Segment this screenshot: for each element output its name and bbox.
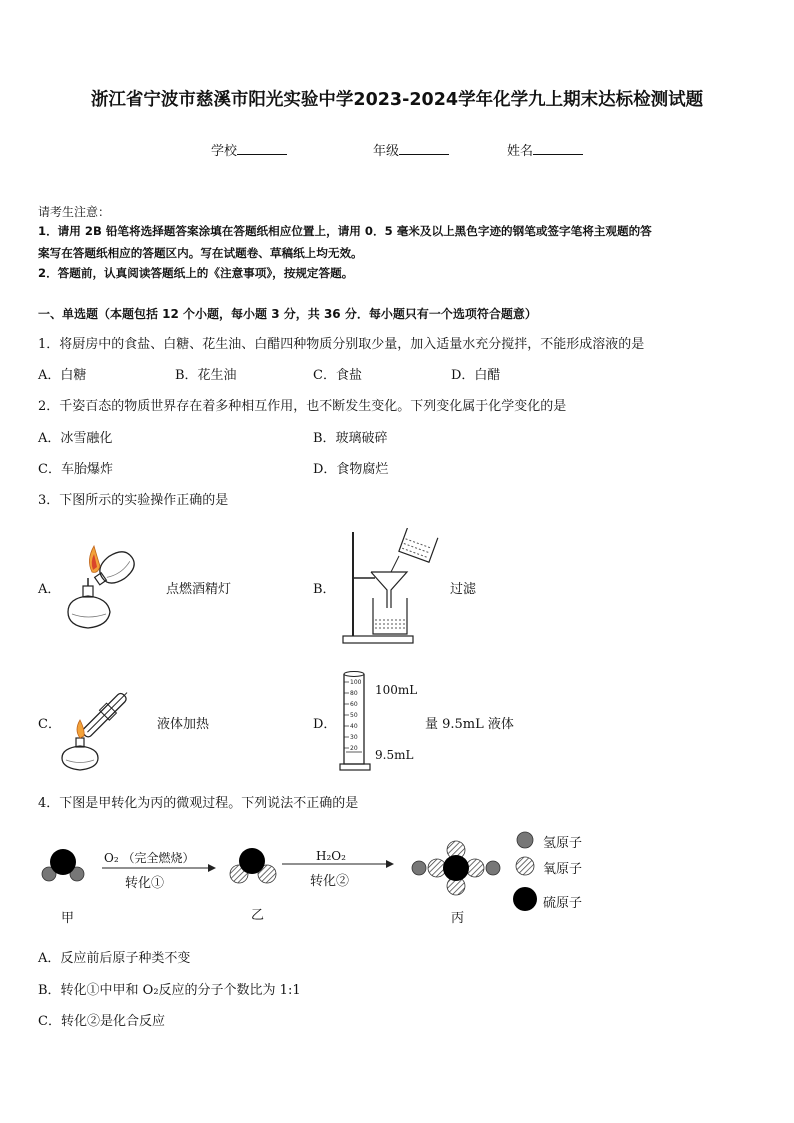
sulfur-atom (239, 848, 265, 874)
q3-option-d-letter: D． (313, 717, 337, 732)
hydrogen-atom (412, 861, 426, 875)
q2-option-b: B．玻璃破碎 (313, 431, 388, 446)
q2-option-c: C．车胎爆炸 (38, 462, 113, 477)
notice-heading: 请考生注意： (38, 205, 111, 219)
name-blank (533, 142, 583, 155)
q3-option-c-letter: C． (38, 717, 61, 732)
legend-oxygen-icon (516, 857, 534, 875)
cylinder-bottom-label: 9.5mL (375, 748, 414, 762)
q1-option-b: B．花生油 (175, 368, 237, 383)
cylinder-tick-label: 50 (350, 712, 358, 719)
q1-option-a: A．白糖 (38, 368, 87, 383)
arrow2-top-label: H₂O₂ (316, 849, 346, 863)
arrow1-top-label: O₂ （完全燃烧） (104, 851, 195, 865)
q4-option-c: C．转化②是化合反应 (38, 1014, 165, 1029)
q3-stem: 3．下图所示的实验操作正确的是 (38, 493, 229, 508)
graduated-cylinder-figure (338, 670, 378, 775)
arrow1-bottom-label: 转化① (125, 876, 165, 891)
molecule-bing (412, 841, 500, 895)
q4-stem: 4．下图是甲转化为丙的微观过程。下列说法不正确的是 (38, 796, 359, 811)
section-heading: 一、单选题（本题包括 12 个小题，每小题 3 分，共 36 分．每小题只有一个选项符合题意） (38, 307, 537, 321)
q3-option-b-letter: B． (313, 582, 336, 597)
alcohol-lamp-lighting-figure (58, 542, 148, 632)
molecule-yi (230, 848, 276, 883)
q3-option-b-text: 过滤 (450, 582, 477, 597)
q4-option-a: A．反应前后原子种类不变 (38, 951, 191, 966)
cylinder-tick-label: 20 (350, 745, 358, 752)
cylinder-tick-label: 100 (350, 679, 362, 686)
school-blank (237, 142, 287, 155)
q1-option-d: D．白醋 (451, 368, 501, 383)
test-tube-heating-figure (58, 678, 148, 773)
sulfur-atom (443, 855, 469, 881)
notice-line-1a: 1．请用 2B 铅笔将选择题答案涂填在答题纸相应位置上，请用 0．5 毫米及以上黑色字迹的钢笔或签字笔将主观题的答 (38, 224, 652, 238)
name-field (507, 140, 583, 159)
legend-sulfur-icon (513, 887, 537, 911)
grade-blank (399, 142, 449, 155)
cylinder-tick-label: 60 (350, 701, 358, 708)
school-field (211, 140, 287, 159)
cylinder-tick-label: 40 (350, 723, 358, 730)
notice-line-1b: 案写在答题纸相应的答题区内。写在试题卷、草稿纸上均无效。 (38, 246, 363, 260)
name-label: 姓名 (507, 144, 534, 159)
q3-option-a-text: 点燃酒精灯 (166, 582, 232, 597)
label-jia: 甲 (61, 911, 75, 926)
school-label: 学校 (211, 144, 238, 159)
cylinder-tick-label: 30 (350, 734, 358, 741)
label-bing: 丙 (451, 911, 465, 926)
cylinder-top-label: 100mL (375, 683, 418, 697)
sulfur-atom (50, 849, 76, 875)
cylinder-tick-label: 80 (350, 690, 358, 697)
legend-oxygen-label: 氧原子 (543, 862, 583, 877)
hydrogen-atom (486, 861, 500, 875)
q3-option-d-text: 量 9.5mL 液体 (425, 717, 514, 732)
grade-label: 年级 (373, 144, 400, 159)
q2-option-d: D．食物腐烂 (313, 462, 389, 477)
q2-stem: 2．千姿百态的物质世界存在着多种相互作用，也不断发生变化。下列变化属于化学变化的是 (38, 399, 567, 414)
q3-option-c-text: 液体加热 (157, 717, 210, 732)
arrow2-bottom-label: 转化② (310, 874, 350, 889)
q1-stem: 1．将厨房中的食盐、白糖、花生油、白醋四种物质分别取少量，加入适量水充分搅拌，不能形成溶液的是 (38, 337, 645, 352)
q3-option-a-letter: A． (38, 582, 61, 597)
q1-option-c: C．食盐 (313, 368, 362, 383)
legend-hydrogen-label: 氢原子 (543, 836, 583, 851)
q4-option-b: B．转化①中甲和 O₂反应的分子个数比为 1:1 (38, 983, 301, 998)
notice-line-2: 2．答题前，认真阅读答题纸上的《注意事项》，按规定答题。 (38, 266, 354, 280)
molecule-jia (42, 849, 84, 881)
legend-sulfur-label: 硫原子 (543, 896, 583, 911)
page-title: 浙江省宁波市慈溪市阳光实验中学2023-2024学年化学九上期末达标检测试题 (90, 90, 704, 110)
filtration-figure (335, 528, 445, 648)
grade-field (373, 140, 449, 159)
legend-hydrogen-icon (517, 832, 533, 848)
label-yi: 乙 (251, 908, 265, 923)
q2-option-a: A．冰雪融化 (38, 431, 113, 446)
